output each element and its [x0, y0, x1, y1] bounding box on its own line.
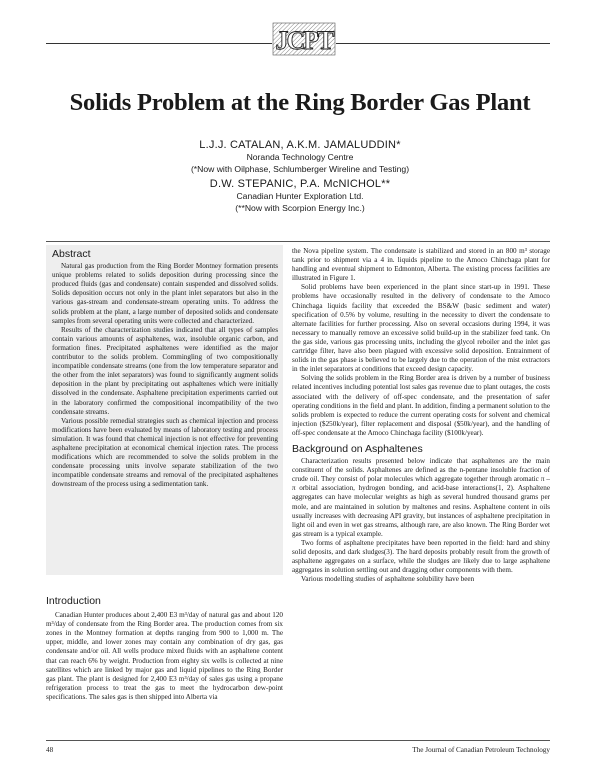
introduction-section — [46, 597, 283, 702]
jcpt-logo — [272, 20, 336, 56]
abstract-paragraph: Natural gas production from the Ring Border Montney formation presents unique problems related to solids deposition during processing since the produced fluids (gas and condensate) contain suspended and dissolved solids. Solids deposition occurs not only in the plant inlet separators but also in the various gas-stream and condensate-stream operating units. To address the solids problem at the plant, a large number of deposited solids and condensate samples from several operating units were collected and characterized. — [52, 262, 278, 325]
background-paragraph: Two forms of asphaltene precipitates have been reported in the field: hard and shiny solid deposits, and dark sludges(3). The hard deposits probably result from the growth of asphaltene aggregates on a surface, while the sludges are likely due to large asphaltene aggregates in solution settling out and dragging other components with them. — [292, 538, 550, 575]
body-paragraph: the Nova pipeline system. The condensate is stabilized and stored in an 800 m³ storage tank prior to shipment via a 4 in. liquids pipeline to the Amoco Chinchaga plant for handling and eventual shipment to Edmonton, Alberta. The existing process facilities are illustrated in Figure 1. — [292, 247, 550, 283]
svg-text:JCPT: JCPT — [275, 26, 333, 55]
background-paragraph: Characterization results presented below indicate that asphaltenes are the main constituent of the solids. Asphaltenes are defined as the n-pentane insoluble fraction of crude oil. They consist of polar molecules which aggregate together through aromatic π – π orbital association, hydrogen bonding, and acid-base interactions(1, 2). Asphaltene aggregates can have molecular weights as high as several hundred thousand grams per mole, and are maintained in solution by maltenes and resins. Asphaltene content in oils usually increases with decreasing API gravity, but instances of asphaltene precipitation in light oil and even in wet gas streams, although rare, are also known. The Ring Border wet gas stream is a typical example. — [292, 457, 550, 538]
right-column-body — [292, 247, 550, 438]
footer-rule — [46, 740, 550, 741]
abstract-heading: Abstract — [52, 248, 91, 260]
top-rule — [46, 241, 550, 242]
author-affiliation: Canadian Hunter Exploration Ltd. — [236, 191, 364, 201]
author-affiliation: Noranda Technology Centre — [246, 152, 354, 162]
body-paragraph: Solving the solids problem in the Ring Border area is driven by a number of business related incentives including potential lost sales gas revenue due to plant outages, the costs associated with the delivery of off-spec condensate, and the presentation of safer operating conditions in the field and plant. In addition, finding a permanent solution to the solids problem is expected to reduce the current operating costs for solvent and chemical injection ($250k/year), filter replacement and disposal ($50k/year), and the handling of off-spec condensate at the Amoco Chinchaga facility ($100k/year). — [292, 374, 550, 437]
header-rule-left — [46, 43, 272, 44]
page-number: 48 — [46, 746, 54, 754]
abstract-paragraph: Results of the characterization studies indicated that all types of samples contain various amounts of asphaltenes, wax, insoluble organic carbon, and formation fines. Precipitated asphaltenes were identified as the major contributor to the solids problem. Commingling of two compositionally incompatible condensate streams (one from the low temperature separator and the other from the inlet separators) was found to significantly augment solids deposition in the plant by precipitating out asphaltenes which were initially dissolved in the condensate. Asphaltene precipitation experiments carried out in the laboratory confirmed the compositional incompatibility of the two condensate streams. — [52, 325, 278, 416]
paper-title: Solids Problem at the Ring Border Gas Plant — [69, 89, 531, 116]
abstract-paragraph: Various possible remedial strategies such as chemical injection and process modifications have been evaluated by means of laboratory testing and process simulation. It was found that chemical injection is not effective for preventing asphaltene precipitation at economical chemical injection rates. The process modifications which are recommended to solve the solids problem in the condensate processing units involve separate stabilization of the two incompatible condensate streams and removal of the precipitated asphaltenes downstream of the process using a sedimentation tank. — [52, 416, 278, 489]
background-body — [292, 457, 550, 584]
author-names: D.W. STEPANIC, P.A. McNICHOL** — [209, 178, 391, 190]
author-affiliation: (*Now with Oilphase, Schlumberger Wireline and Testing) — [190, 164, 410, 174]
introduction-paragraph: Canadian Hunter produces about 2,400 E3 m³/day of natural gas and about 120 m³/day of condensate from the Ring Border area. The production comes from six zones in the Montney formation at depths ranging from 900 to 1,000 m. The upper, middle, and lower zones may contain any combination of dry gas, gas condensate and/or oil. All wells produce mixed fluids with an asphaltene content that can reach 6% by weight. Production from eighty six wells is collected at nine satellites which are linked by major gas and liquid pipelines to the Ring Border gas plant. The plant is designed for 2,400 E3 m³/day of sales gas using a propane refrigeration process to treat the gas to meet the hydrocarbon dew-point specifications. The sales gas is then shipped into Alberta via — [46, 611, 283, 701]
background-paragraph: Various modelling studies of asphaltene solubility have been — [301, 575, 475, 584]
author-names: L.J.J. CATALAN, A.K.M. JAMALUDDIN* — [199, 139, 401, 151]
right-column — [292, 247, 550, 584]
body-paragraph: Solid problems have been experienced in the plant since start-up in 1991. These problems have occasionally resulted in the delivery of condensate to the Amoco Chinchaga liquids facility that exceeded the BS&W (basic sediment and water) specification of 0.5% by volume, resulting in the necessity to divert the condensate to alternate facilities for further processing. Also on several occasions during 1994, it was necessary to manually remove an excessive solid build-up in the stabilizer feed tank. On the gas side, various gas processing units, including the glycol reboiler and the inlet gas cartridge filter, have also been plagued with excessive solid deposition. Entrainment of solids in the gas phase is believed to be largely due to the operation of the mist extractors in the inlet separators at conditions that exceed design capacity. — [292, 283, 550, 374]
abstract-body — [52, 262, 278, 489]
header-rule-right — [336, 43, 550, 44]
introduction-heading: Introduction — [46, 595, 101, 607]
background-heading: Background on Asphaltenes — [292, 442, 423, 455]
journal-name: The Journal of Canadian Petroleum Technology — [412, 746, 550, 754]
author-affiliation: (**Now with Scorpion Energy Inc.) — [235, 203, 365, 213]
abstract-section — [52, 250, 278, 489]
introduction-body — [46, 611, 283, 702]
